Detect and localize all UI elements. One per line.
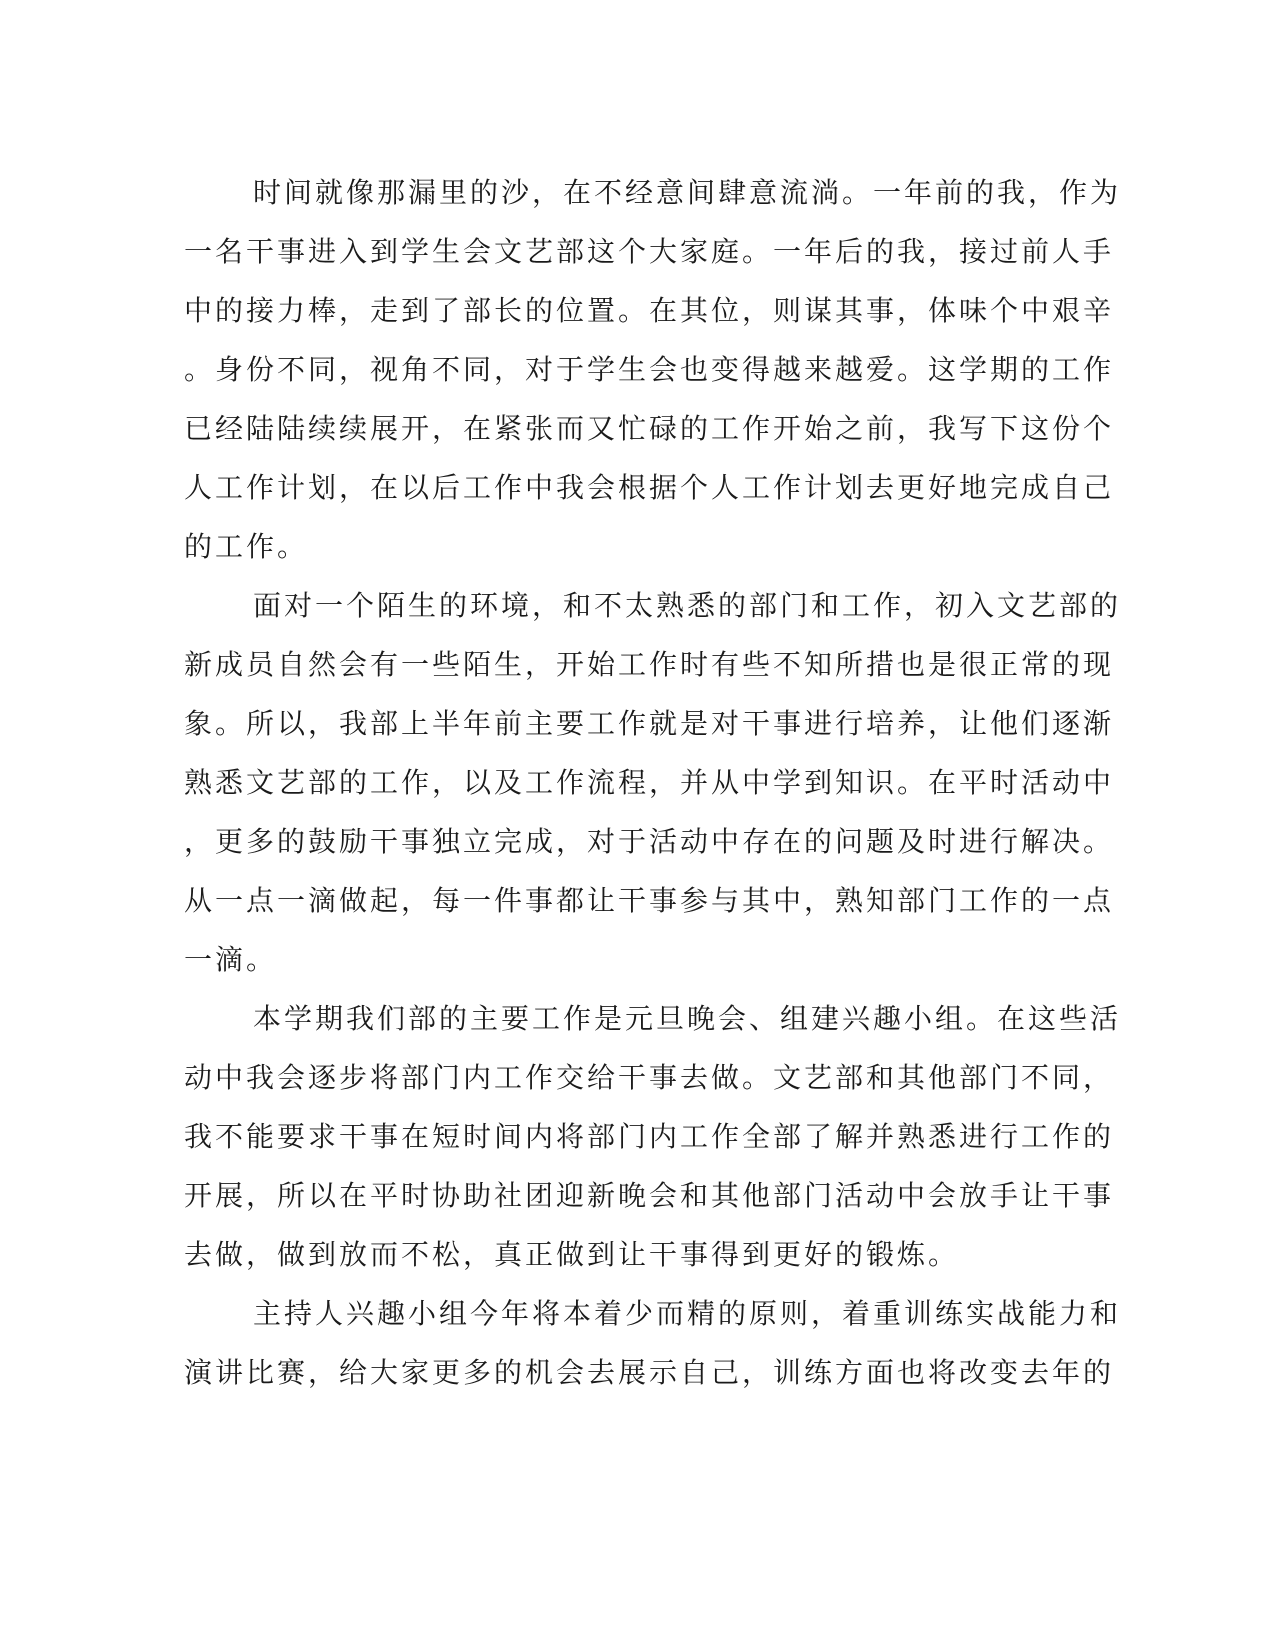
text-line: 新成员自然会有一些陌生，开始工作时有些不知所措也是很正常的现 (184, 648, 1115, 681)
paragraph-2 (184, 576, 1122, 989)
text-line: 已经陆陆续续展开，在紧张而又忙碌的工作开始之前，我写下这份个 (184, 412, 1115, 445)
text-line: 演讲比赛，给大家更多的机会去展示自己，训练方面也将改变去年的 (184, 1356, 1115, 1389)
paragraph-4 (184, 1284, 1122, 1402)
text-line: 熟悉文艺部的工作，以及工作流程，并从中学到知识。在平时活动中 (184, 766, 1115, 799)
text-line: 的工作。 (184, 530, 309, 563)
text-line: 动中我会逐步将部门内工作交给干事去做。文艺部和其他部门不同， (184, 1061, 1115, 1094)
text-line: 。身份不同，视角不同，对于学生会也变得越来越爱。这学期的工作 (184, 353, 1115, 386)
text-line: 一滴。 (184, 943, 278, 976)
paragraph-3 (184, 989, 1122, 1284)
text-line: 本学期我们部的主要工作是元旦晚会、组建兴趣小组。在这些活 (253, 1002, 1122, 1035)
paragraph-1 (184, 163, 1122, 576)
text-line: 我不能要求干事在短时间内将部门内工作全部了解并熟悉进行工作的 (184, 1120, 1115, 1153)
text-line: 一名干事进入到学生会文艺部这个大家庭。一年后的我，接过前人手 (184, 235, 1115, 268)
text-line: 中的接力棒，走到了部长的位置。在其位，则谋其事，体味个中艰辛 (184, 294, 1115, 327)
text-line: 时间就像那漏里的沙，在不经意间肆意流淌。一年前的我，作为 (253, 176, 1122, 209)
text-line: 主持人兴趣小组今年将本着少而精的原则，着重训练实战能力和 (253, 1297, 1122, 1330)
text-line: ，更多的鼓励干事独立完成，对于活动中存在的问题及时进行解决。 (184, 825, 1115, 858)
text-line: 去做，做到放而不松，真正做到让干事得到更好的锻炼。 (184, 1238, 960, 1271)
text-line: 人工作计划，在以后工作中我会根据个人工作计划去更好地完成自己 (184, 471, 1115, 504)
text-line: 面对一个陌生的环境，和不太熟悉的部门和工作，初入文艺部的 (253, 589, 1122, 622)
document-body (184, 163, 1122, 1402)
text-line: 从一点一滴做起，每一件事都让干事参与其中，熟知部门工作的一点 (184, 884, 1115, 917)
text-line: 象。所以，我部上半年前主要工作就是对干事进行培养，让他们逐渐 (184, 707, 1115, 740)
text-line: 开展，所以在平时协助社团迎新晚会和其他部门活动中会放手让干事 (184, 1179, 1115, 1212)
